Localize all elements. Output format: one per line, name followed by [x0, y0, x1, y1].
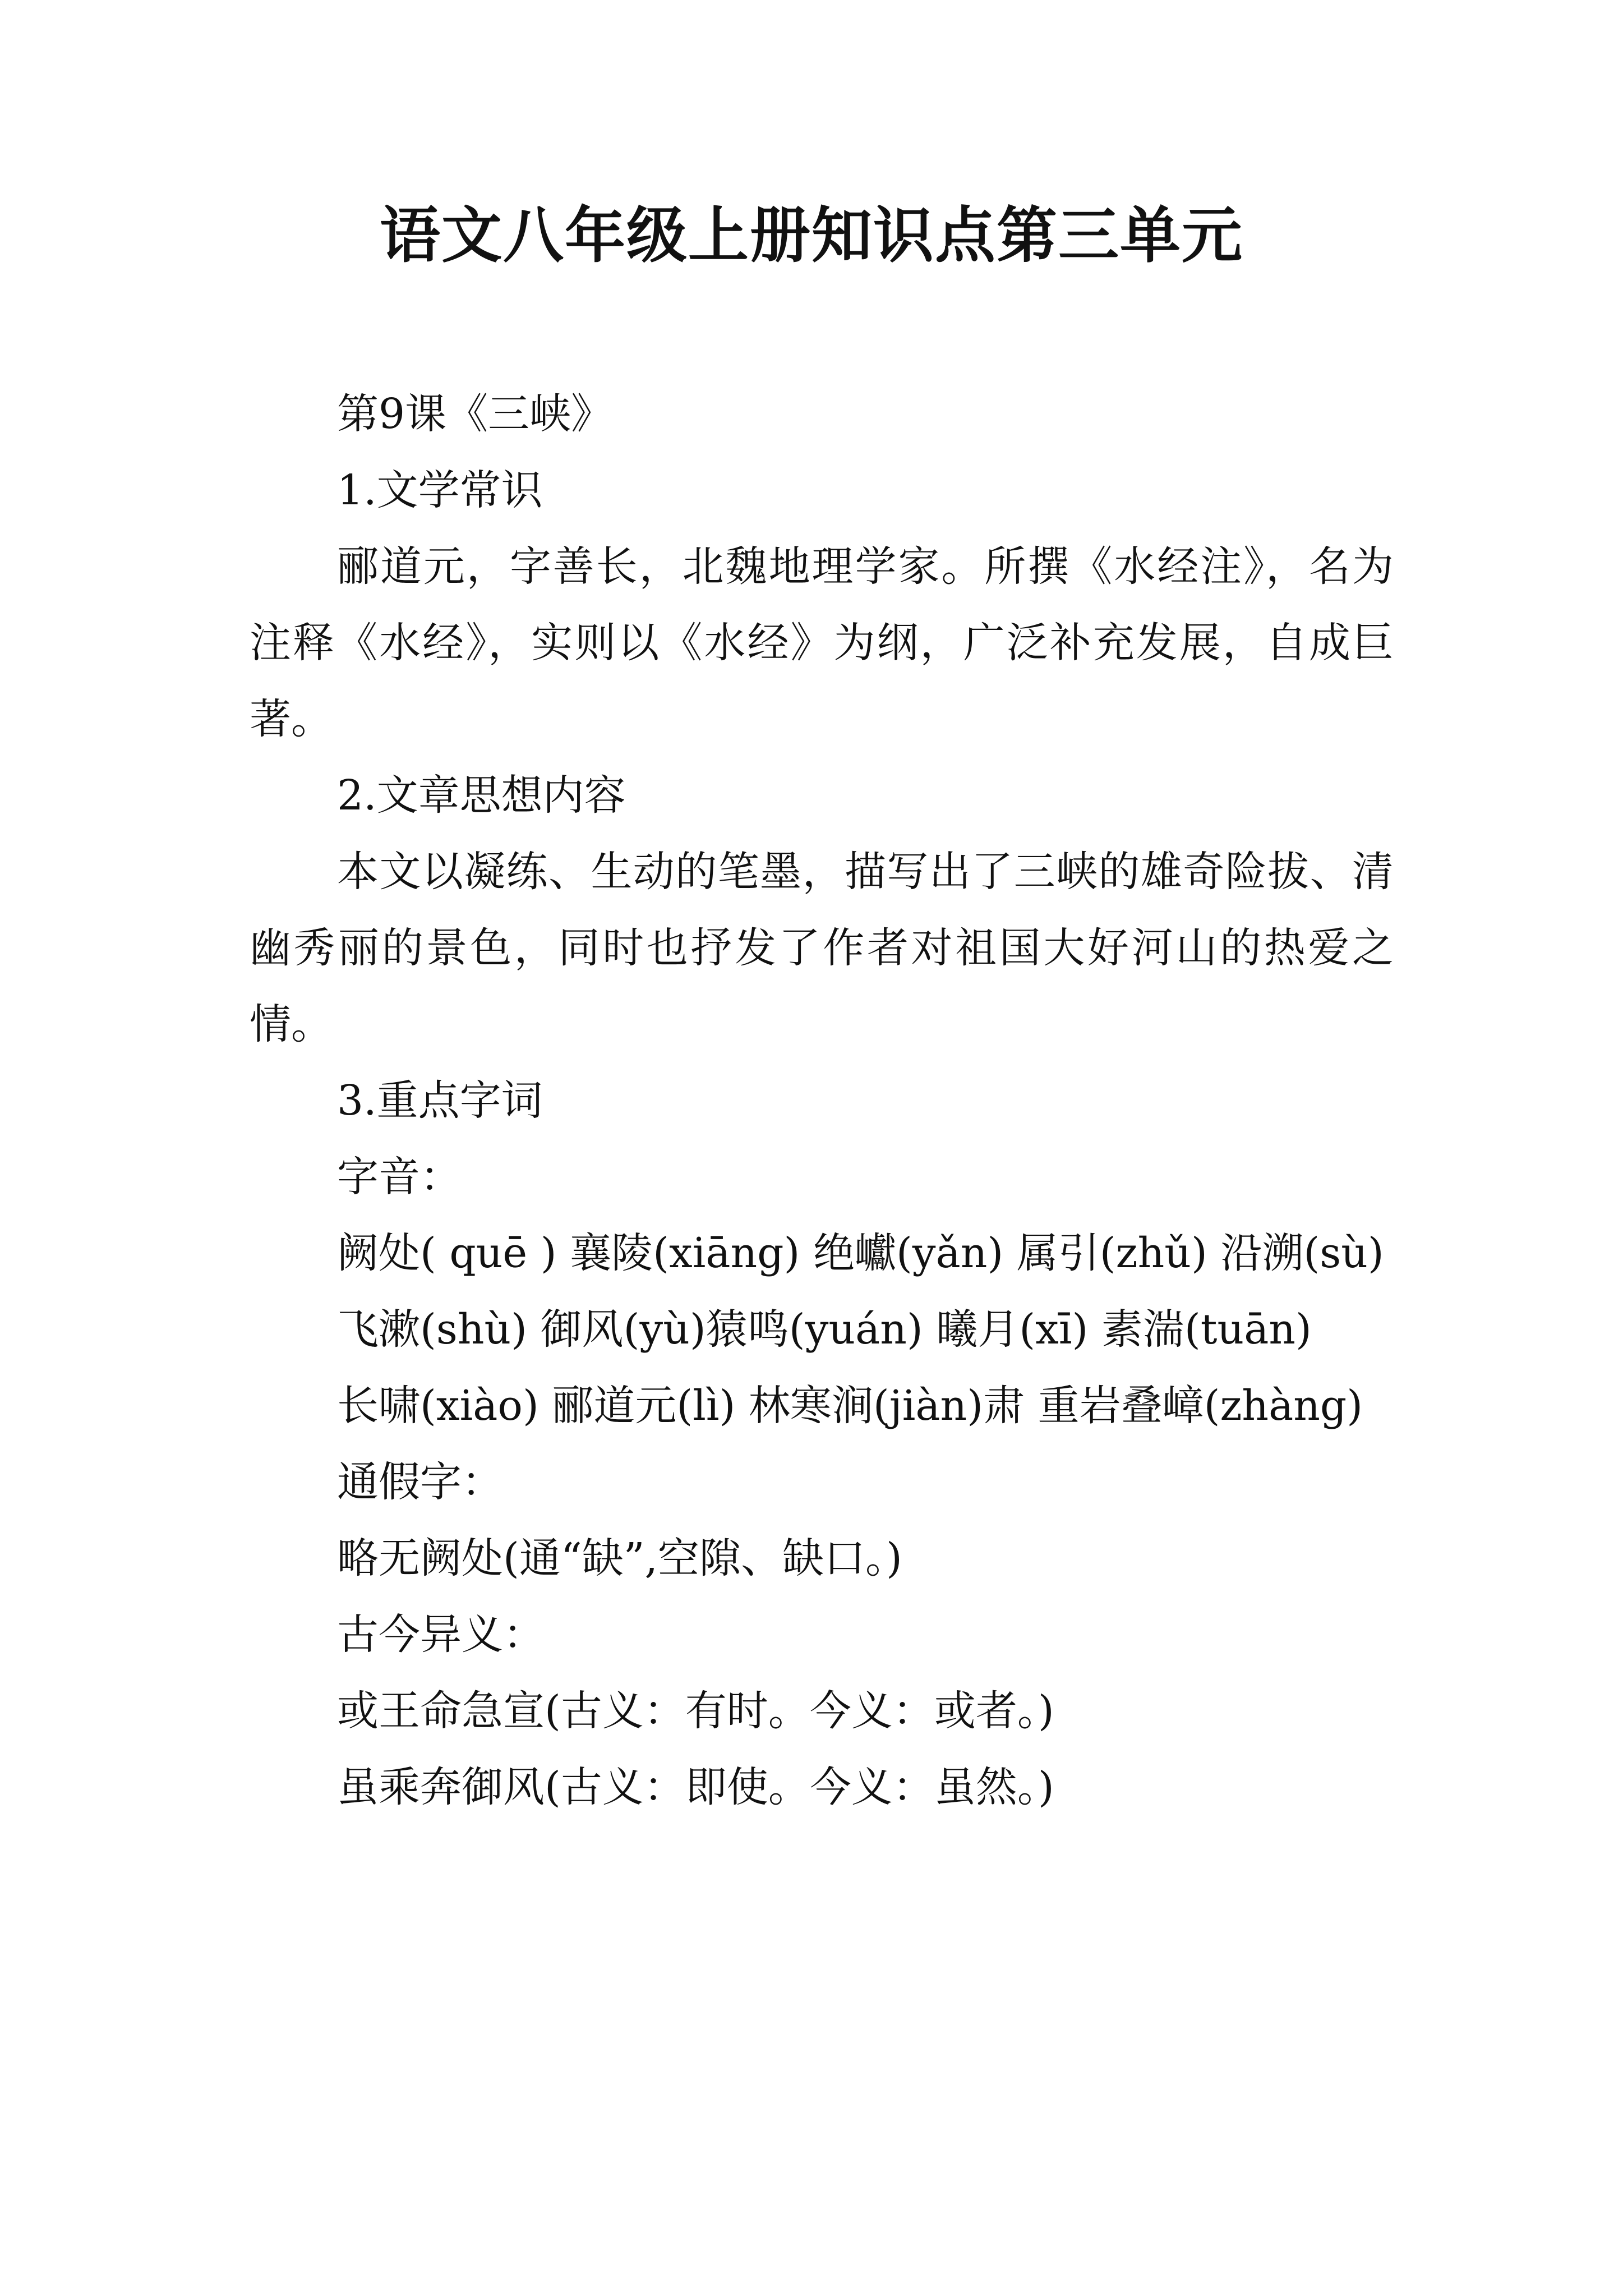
section-heading-theme: 2.文章思想内容: [337, 771, 626, 820]
ancient-modern-item-1: 或王命急宣(古义：有时。今义：或者。): [337, 1687, 1054, 1735]
page-title: 语文八年级上册知识点第三单元: [379, 200, 1243, 271]
pronunciation-line-1: 阙处( quē ) 襄陵(xiāng) 绝巘(yǎn) 属引(zhǔ) 沿溯(sù): [337, 1229, 1384, 1277]
pronunciation-line-3: 长啸(xiào) 郦道元(lì) 林寒涧(jiàn)肃 重岩叠嶂(zhàng): [337, 1382, 1363, 1430]
pronunciation-line-2: 飞漱(shù) 御风(yù)猿鸣(yuán) 曦月(xī) 素湍(tuān): [337, 1305, 1312, 1354]
label-ancient-modern-meanings: 古今异义：: [337, 1611, 545, 1659]
section-heading-vocabulary: 3.重点字词: [337, 1076, 543, 1125]
section-heading-literature: 1.文学常识: [337, 466, 543, 514]
interchangeable-character-item: 略无阙处(通“缺”,空隙、缺口。): [337, 1534, 902, 1582]
document-body: [250, 376, 1394, 1825]
label-interchangeable-characters: 通假字：: [337, 1458, 503, 1506]
ancient-modern-item-2: 虽乘奔御风(古义：即使。今义：虽然。): [337, 1763, 1054, 1811]
label-pronunciation: 字音：: [337, 1153, 462, 1201]
paragraph-theme: 本文以凝练、生动的笔墨，描写出了三峡的雄奇险拔、清幽秀丽的景色，同时也抒发了作者对祖国大好河山的热爱之情。: [250, 848, 1394, 1048]
paragraph-author: 郦道元，字善长，北魏地理学家。所撰《水经注》，名为注释《水经》，实则以《水经》为纲，广泛补充发展，自成巨著。: [250, 542, 1394, 743]
lesson-heading: 第9课《三峡》: [337, 390, 613, 438]
